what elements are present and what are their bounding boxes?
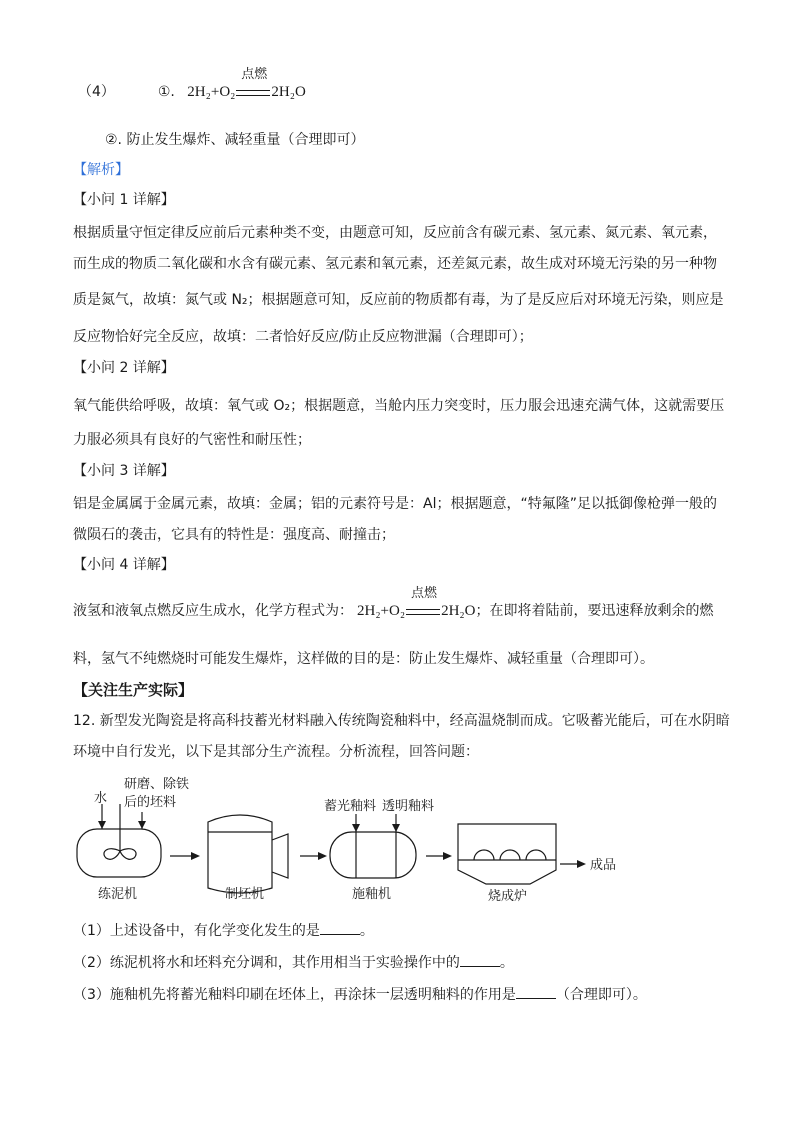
sub2-line: 力服必须具有良好的气密性和耐压性； <box>73 432 311 448</box>
q12-sub3 <box>73 984 647 1005</box>
sub1-line: 质是氮气，故填：氮气或 N₂；根据题意可知，反应前的物质都有毒，为了是反应后对环境无污染，则应是 <box>73 292 724 308</box>
analysis-label: 【解析】 <box>73 162 129 178</box>
arrow-head <box>98 821 106 829</box>
sub4-line1 <box>73 586 714 621</box>
answer-blank[interactable] <box>320 920 360 935</box>
section-title: 【关注生产实际】 <box>73 681 194 699</box>
sub3-line: 铝是金属属于金属元素，故填：金属；铝的元素符号是：Al；根据题意，“特氟隆”足以抵御像枪弹一般的 <box>73 496 717 512</box>
equation-bar <box>406 609 440 615</box>
arrow-head <box>392 824 400 832</box>
sub2-header: 【小问 2 详解】 <box>73 360 175 376</box>
mixer-blade-shape <box>104 849 120 860</box>
arrow-head <box>352 824 360 832</box>
q4-item2: ②. 防止发生爆炸、减轻重量（合理即可） <box>105 132 365 148</box>
q4-eq-right: 2H₂O <box>271 84 306 100</box>
sub3-header: 【小问 3 详解】 <box>73 463 175 479</box>
sub1-line: 而生成的物质二氧化碳和水含有碳元素、氢元素和氧元素，还差氮元素，故生成对环境无污染的另一种物 <box>73 256 717 272</box>
label-glaze1: 蓄光釉料 <box>324 799 377 814</box>
sub4-header: 【小问 4 详解】 <box>73 557 175 573</box>
label-machine2: 制坯机 <box>225 887 265 902</box>
label-machine3: 施釉机 <box>352 887 392 902</box>
label-water: 水 <box>94 791 108 806</box>
sub4-eq-condition: 点燃 <box>411 586 438 601</box>
q12-sub2 <box>73 952 514 973</box>
q4-label: （4） <box>78 84 115 100</box>
q12-sub1-text: （1）上述设备中，有化学变化发生的是 <box>73 923 320 939</box>
glazer-body-shape <box>330 832 416 878</box>
sub4-line1-suffix: ；在即将着陆前，要迅速释放剩余的燃 <box>475 603 714 619</box>
q12-sub2-text: （2）练泥机将水和坯料充分调和，其作用相当于实验操作中的 <box>73 955 460 971</box>
label-machine4: 烧成炉 <box>488 889 528 904</box>
sub3-line: 微陨石的袭击，它具有的特性是：强度高、耐撞击； <box>73 527 395 543</box>
q4-eq-left: 2H₂+O₂ <box>187 84 236 100</box>
q12-sub3-end: （合理即可）。 <box>555 987 647 1003</box>
sub4-line2: 料，氢气不纯燃烧时可能发生爆炸，这样做的目的是：防止发生爆炸、减轻重量（合理即可）。 <box>73 651 654 667</box>
sub4-line1-prefix: 液氢和液氧点燃反应生成水，化学方程式为： <box>73 603 353 619</box>
q12-line: 环境中自行发光，以下是其部分生产流程。分析流程，回答问题： <box>73 744 479 760</box>
q4-answer-line <box>78 67 306 102</box>
q12-sub1 <box>73 920 374 941</box>
arrow-head <box>443 852 452 860</box>
sub2-line: 氧气能供给呼吸，故填：氧气或 O₂；根据题意，当舱内压力突变时，压力服会迅速充满气体，这就需要压 <box>73 398 725 414</box>
q4-eq-condition: 点燃 <box>241 67 268 82</box>
press-nozzle-shape <box>272 834 288 878</box>
answer-blank[interactable] <box>460 952 500 967</box>
sub4-eq-right: 2H₂O <box>441 603 476 619</box>
equation-bar <box>236 90 270 96</box>
production-flow-diagram <box>0 772 793 912</box>
q12-line: 12. 新型发光陶瓷是将高科技蓄光材料融入传统陶瓷釉料中，经高温烧制而成。它吸蓄光能后，可在水阴暗 <box>73 713 730 729</box>
label-ground-1: 研磨、除铁 <box>124 777 190 792</box>
kiln-shape <box>458 824 556 884</box>
arrow-head <box>191 852 200 860</box>
arrow-head <box>577 860 586 868</box>
arrow-head <box>318 852 327 860</box>
label-product: 成品 <box>590 858 617 873</box>
sub4-eq-left: 2H₂+O₂ <box>357 603 406 619</box>
sub1-header: 【小问 1 详解】 <box>73 192 175 208</box>
label-ground-2: 后的坯料 <box>124 795 177 810</box>
arrow-head <box>138 821 146 829</box>
q4-item1-label: ①. <box>157 84 175 100</box>
sub1-line: 根据质量守恒定律反应前后元素种类不变，由题意可知，反应前含有碳元素、氢元素、氮元素、氧元素， <box>73 225 717 241</box>
press-drum-shape <box>208 815 272 893</box>
sub1-line: 反应物恰好完全反应，故填：二者恰好反应/防止反应物泄漏（合理即可）； <box>73 329 533 345</box>
q12-sub1-end: 。 <box>359 923 374 939</box>
q12-sub3-text: （3）施釉机先将蓄光釉料印刷在坯体上，再涂抹一层透明釉料的作用是 <box>73 987 516 1003</box>
label-machine1: 练泥机 <box>98 887 138 902</box>
q12-sub2-end: 。 <box>499 955 514 971</box>
label-glaze2: 透明釉料 <box>382 799 435 814</box>
answer-blank[interactable] <box>516 984 556 999</box>
sub4-equation <box>357 586 476 621</box>
q4-equation <box>187 67 306 102</box>
